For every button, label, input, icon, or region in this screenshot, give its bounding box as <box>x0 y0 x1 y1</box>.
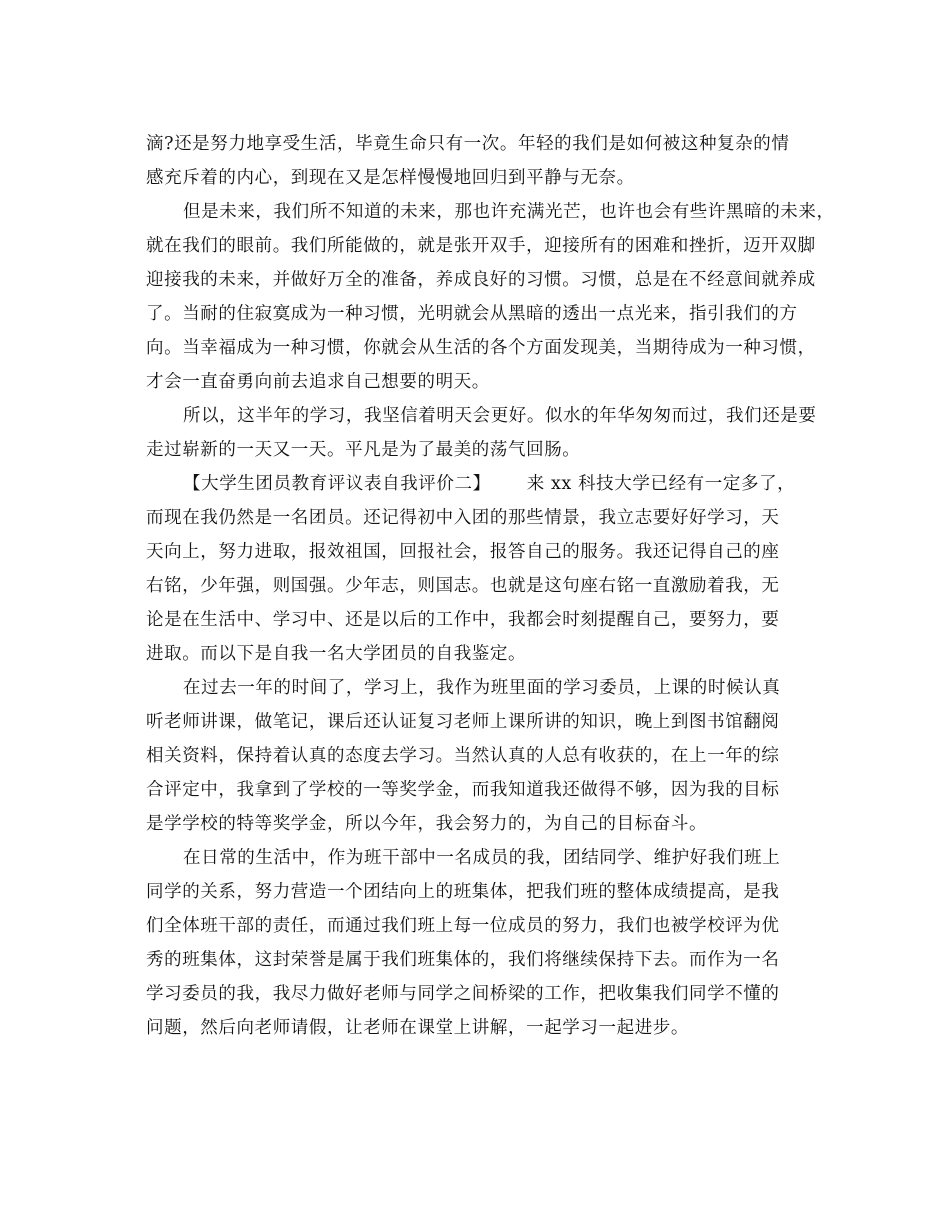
paragraph-line: 合评定中，我拿到了学校的一等奖学金，而我知道我还做得不够，因为我的目标 <box>146 780 780 800</box>
section-heading-line <box>146 467 808 501</box>
paragraph-line: 才会一直奋勇向前去追求自己想要的明天。 <box>146 372 490 392</box>
paragraph-line: 右铭，少年强，则国强。少年志，则国志。也就是这句座右铭一直激励着我，无 <box>146 576 780 596</box>
paragraph-line: 问题，然后向老师请假，让老师在课堂上讲解，一起学习一起进步。 <box>146 1018 689 1038</box>
section-heading-title: 【大学生团员教育评议表自我评价二】 <box>183 474 491 494</box>
paragraph-line: 但是未来，我们所不知道的未来，那也许充满光芒，也许也会有些许黑暗的未来， <box>183 202 835 222</box>
paragraph-line: 就在我们的眼前。我们所能做的，就是张开双手，迎接所有的困难和挫折，迈开双脚 <box>146 236 816 256</box>
paragraph-line: 论是在生活中、学习中、还是以后的工作中，我都会时刻提醒自己，要努力，要 <box>146 610 780 630</box>
paragraph-line: 学习委员的我，我尽力做好老师与同学之间桥梁的工作，把收集我们同学不懂的 <box>146 984 780 1004</box>
paragraph-line: 在日常的生活中，作为班干部中一名成员的我，团结同学、维护好我们班上 <box>183 848 781 868</box>
paragraph-line: 同学的关系，努力营造一个团结向上的班集体，把我们班的整体成绩提高，是我 <box>146 882 780 902</box>
paragraph-line: 进取。而以下是自我一名大学团员的自我鉴定。 <box>146 644 527 664</box>
paragraph-line: 相关资料，保持着认真的态度去学习。当然认真的人总有收获的，在上一年的综 <box>146 746 780 766</box>
paragraph-line: 了。当耐的住寂寞成为一种习惯，光明就会从黑暗的透出一点光来，指引我们的方 <box>146 304 798 324</box>
paragraph-line: 迎接我的未来，并做好万全的准备，养成良好的习惯。习惯，总是在不经意间就养成 <box>146 270 816 290</box>
paragraph-line: 感充斥着的内心，到现在又是怎样慢慢地回归到平静与无奈。 <box>146 168 635 188</box>
paragraph-line: 天向上，努力进取，报效祖国，回报社会，报答自己的服务。我还记得自己的座 <box>146 542 780 562</box>
paragraph-line: 听老师讲课，做笔记，课后还认证复习老师上课所讲的知识，晚上到图书馆翻阅 <box>146 712 780 732</box>
paragraph-line: 而现在我仍然是一名团员。还记得初中入团的那些情景，我立志要好好学习，天 <box>146 508 780 528</box>
paragraph-line: 走过崭新的一天又一天。平凡是为了最美的荡气回肠。 <box>146 440 581 460</box>
paragraph-line: 是学学校的特等奖学金，所以今年，我会努力的，为自己的目标奋斗。 <box>146 814 708 834</box>
paragraph-line: 秀的班集体，这封荣誉是属于我们班集体的，我们将继续保持下去。而作为一名 <box>146 950 780 970</box>
paragraph-line: 们全体班干部的责任，而通过我们班上每一位成员的努力，我们也被学校评为优 <box>146 916 780 936</box>
paragraph-line: 在过去一年的时间了，学习上，我作为班里面的学习委员，上课的时候认真 <box>183 678 781 698</box>
section-heading-continuation: 来 xx 科技大学已经有一定多了， <box>526 474 796 494</box>
document-body <box>146 127 835 1045</box>
paragraph-line: 向。当幸福成为一种习惯，你就会从生活的各个方面发现美，当期待成为一种习惯， <box>146 338 816 358</box>
paragraph-line: 所以，这半年的学习，我坚信着明天会更好。似水的年华匆匆而过，我们还是要 <box>183 406 817 426</box>
paragraph-line: 滴?还是努力地享受生活，毕竟生命只有一次。年轻的我们是如何被这种复杂的情 <box>146 134 790 154</box>
